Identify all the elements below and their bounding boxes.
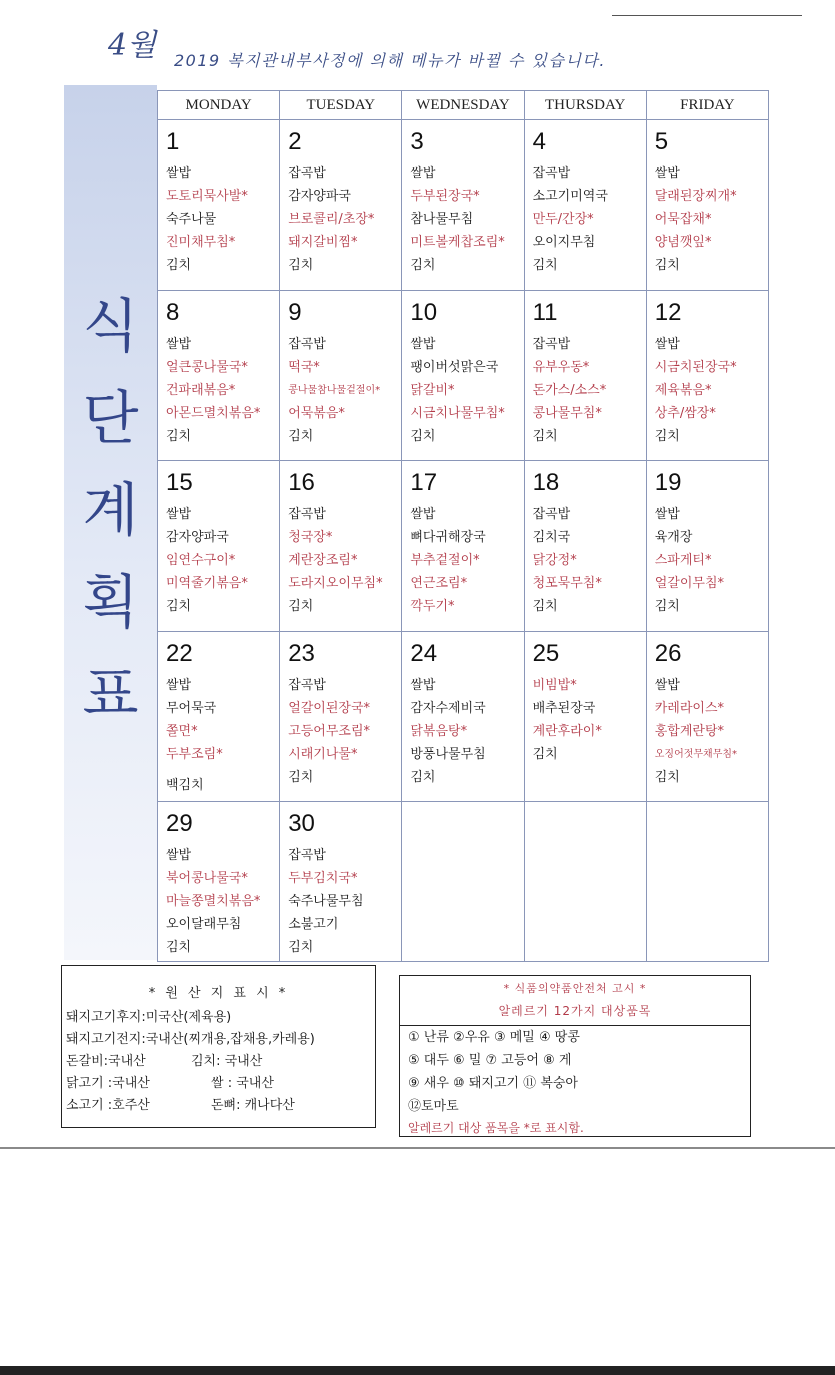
menu-item: 두부된장국* (410, 189, 480, 204)
vertical-title-char: 표 (82, 660, 139, 728)
menu-item: 돈가스/소스* (532, 382, 607, 398)
calendar-day-cell (402, 290, 524, 461)
vertical-title (64, 280, 157, 740)
menu-item: 쌀밥 (166, 336, 192, 352)
day-number: 1 (166, 128, 180, 155)
menu-item: 감자양파국 (166, 530, 229, 546)
menu-item: 김치 (288, 769, 314, 785)
menu-item: 김치 (166, 428, 192, 444)
calendar-day-cell (280, 120, 402, 291)
menu-item: 청포묵무침* (532, 576, 602, 592)
menu-item: 시금치나물무침* (410, 405, 505, 421)
menu-item: 잡곡밥 (288, 848, 326, 864)
menu-item: 상추/쌈장* (654, 405, 716, 421)
weekday-header-row (158, 91, 769, 120)
allergy-list-line: ⑤ 대두 ⑥ 밀 ⑦ 고등어 ⑧ 게 (408, 1053, 572, 1068)
menu-item: 김치 (166, 258, 192, 273)
menu-item: 소고기미역국 (532, 189, 608, 204)
menu-item: 참나물무침 (410, 212, 474, 227)
calendar-day-cell (646, 802, 768, 962)
menu-item: 쌀밥 (654, 507, 680, 523)
day-number: 23 (288, 639, 315, 667)
menu-item: 잡곡밥 (288, 166, 326, 181)
origin-text: 소고기 :호주산 (66, 1098, 150, 1113)
origin-line (66, 1029, 375, 1051)
origin-text: 김치: 국내산 (191, 1054, 263, 1069)
day-number: 16 (288, 469, 315, 497)
menu-item: 양념깻잎* (654, 235, 712, 250)
menu-item: 쌀밥 (166, 507, 192, 523)
menu-item: 만두/간장* (532, 212, 594, 227)
menu-item: 비빔밥* (532, 677, 577, 693)
menu-item: 진미채무침* (166, 235, 236, 250)
calendar-day-cell (646, 120, 768, 291)
meal-calendar (157, 90, 769, 962)
menu-item: 도토리묵사발* (166, 189, 248, 204)
menu-item: 김치 (288, 599, 314, 615)
allergy-notice-subtitle: 알레르기 12가지 대상품목 (498, 1004, 652, 1018)
menu-item: 김치 (410, 769, 436, 785)
menu-item: 콩나물무침* (532, 405, 602, 421)
calendar-day-cell (646, 461, 768, 632)
menu-item: 돼지갈비찜* (288, 235, 358, 250)
menu-change-notice: 2019 복지관내부사정에 의해 메뉴가 바뀔 수 있습니다. (174, 51, 606, 70)
calendar-day-cell (402, 461, 524, 632)
calendar-week-row (158, 120, 769, 291)
calendar-week-row (158, 802, 769, 962)
menu-item: 쌀밥 (410, 166, 436, 181)
day-number: 15 (166, 469, 193, 497)
calendar-week-row (158, 631, 769, 802)
menu-item: 제육볶음* (654, 382, 712, 398)
menu-item: 마늘쫑멸치볶음* (166, 894, 261, 910)
calendar-day-cell (646, 631, 768, 802)
day-number: 5 (654, 128, 669, 155)
menu-item: 숙주나물 (166, 212, 217, 227)
allergy-list-line: ⑫토마토 (408, 1099, 459, 1114)
day-number: 9 (288, 298, 302, 326)
menu-item: 쌀밥 (410, 677, 436, 693)
weekday-header: MONDAY (158, 91, 280, 120)
calendar-day-cell (524, 120, 646, 291)
calendar-day-cell (280, 290, 402, 461)
menu-item: 쌀밥 (166, 677, 192, 693)
day-number: 19 (654, 469, 682, 497)
menu-item: 도라지오이무침* (288, 576, 383, 592)
menu-item: 미트볼케찹조림* (410, 235, 505, 250)
menu-item: 방풍나물무침 (410, 746, 486, 762)
allergy-list-line: ⑨ 새우 ⑩ 돼지고기 ⑪ 복숭아 (408, 1076, 578, 1091)
day-number: 24 (410, 639, 438, 667)
calendar-day-cell (158, 120, 280, 291)
origin-line (66, 1073, 375, 1095)
menu-item: 숙주나물무침 (288, 894, 364, 910)
bottom-rule (0, 1147, 835, 1149)
menu-item: 북어콩나물국* (166, 871, 248, 887)
menu-item: 김치 (654, 428, 680, 444)
day-number: 17 (410, 469, 438, 497)
origin-box (61, 965, 376, 1128)
allergy-notice-box (399, 975, 751, 1137)
menu-item: 쌀밥 (166, 166, 192, 181)
menu-item: 미역줄기볶음* (166, 576, 248, 592)
menu-item: 오이지무침 (532, 235, 596, 250)
menu-item: 닭갈비* (410, 382, 455, 398)
calendar-day-cell (402, 631, 524, 802)
menu-item: 청국장* (288, 530, 333, 546)
page-header (108, 20, 808, 70)
origin-text: 돼지고기전지:국내산(찌개용,잡채용,카레용) (66, 1032, 315, 1047)
menu-item: 달래된장찌개* (654, 189, 737, 204)
day-number: 29 (166, 810, 193, 838)
menu-item: 계란장조림* (288, 553, 358, 569)
menu-item: 쌀밥 (410, 336, 436, 352)
menu-item: 쌀밥 (654, 677, 680, 693)
menu-item: 연근조림* (410, 576, 468, 592)
vertical-title-char: 식 (82, 292, 139, 360)
menu-item: 김치 (532, 599, 558, 615)
day-number: 10 (410, 298, 438, 326)
menu-item: 감자양파국 (288, 189, 351, 204)
day-number: 8 (166, 298, 180, 326)
menu-item: 브로콜리/초장* (288, 212, 375, 227)
menu-item: 시금치된장국* (654, 359, 737, 375)
menu-item: 아몬드멸치볶음* (166, 405, 261, 421)
menu-item: 오이달래무침 (166, 917, 242, 933)
vertical-title-panel (64, 85, 157, 960)
menu-item: 떡국* (288, 359, 320, 375)
menu-item: 카레라이스* (654, 700, 725, 716)
calendar-day-cell (158, 461, 280, 632)
menu-item: 김치국 (532, 530, 571, 546)
calendar-day-cell (524, 461, 646, 632)
calendar-day-cell (524, 290, 646, 461)
menu-item: 콩나물참나물겉절이* (288, 384, 381, 396)
menu-item: 김치 (410, 258, 436, 273)
day-number: 3 (410, 128, 424, 155)
menu-item: 쌀밥 (166, 848, 192, 864)
menu-item: 쌀밥 (410, 507, 436, 523)
menu-item: 잡곡밥 (532, 507, 571, 523)
menu-item: 소불고기 (288, 917, 339, 933)
menu-item: 김치 (532, 746, 558, 762)
menu-item: 김치 (288, 258, 314, 273)
calendar-day-cell (646, 290, 768, 461)
day-number: 30 (288, 810, 315, 838)
menu-item: 임연수구이* (166, 553, 236, 569)
menu-item: 무어묵국 (166, 700, 217, 716)
calendar-day-cell (158, 290, 280, 461)
day-number: 26 (654, 639, 682, 667)
menu-item: 김치 (654, 599, 680, 615)
allergy-mark-note: 알레르기 대상 품목을 *로 표시함. (408, 1121, 584, 1135)
calendar-day-cell (524, 802, 646, 962)
menu-item: 어묵볶음* (288, 405, 345, 421)
menu-item: 쌀밥 (654, 336, 680, 352)
day-number: 25 (532, 639, 560, 667)
calendar-day-cell (158, 802, 280, 962)
menu-item: 부추겉절이* (410, 553, 480, 569)
calendar-day-cell (158, 631, 280, 802)
menu-item: 닭볶음탕* (410, 723, 468, 739)
menu-item: 김치 (166, 940, 192, 956)
weekday-header: WEDNESDAY (402, 91, 524, 120)
origin-line (66, 1051, 375, 1073)
menu-item: 계란후라이* (532, 723, 602, 739)
menu-item: 잡곡밥 (288, 507, 326, 523)
allergy-list-line: ① 난류 ②우유 ③ 메밀 ④ 땅콩 (408, 1030, 580, 1045)
calendar-week-row (158, 461, 769, 632)
menu-item: 쌀밥 (654, 166, 680, 181)
menu-item: 김치 (532, 428, 558, 444)
menu-item: 잡곡밥 (532, 166, 571, 181)
menu-item: 잡곡밥 (288, 336, 326, 352)
bottom-scan-bar (0, 1366, 835, 1375)
calendar-day-cell (280, 631, 402, 802)
menu-item: 시래기나물* (288, 746, 358, 762)
origin-line (66, 1095, 375, 1117)
weekday-header: TUESDAY (280, 91, 402, 120)
menu-item: 백김치 (166, 777, 204, 793)
menu-item: 김치 (654, 769, 680, 785)
origin-text: 쌀 : 국내산 (211, 1076, 274, 1091)
calendar-week-row (158, 290, 769, 461)
day-number: 4 (532, 128, 546, 155)
calendar-day-cell (402, 120, 524, 291)
calendar-day-cell (524, 631, 646, 802)
origin-text: 닭고기 :국내산 (66, 1076, 150, 1091)
menu-item: 유부우동* (532, 359, 590, 375)
menu-item: 잡곡밥 (532, 336, 571, 352)
menu-item: 어묵잡채* (654, 212, 712, 227)
menu-item: 고등어무조림* (288, 723, 371, 739)
top-rule (612, 15, 802, 16)
menu-item: 오징어젓무채무침* (654, 748, 738, 760)
menu-item: 두부김치국* (288, 871, 358, 887)
month-label: 4월 (108, 28, 157, 63)
menu-item: 홍합계란탕* (654, 723, 725, 739)
weekday-header: FRIDAY (646, 91, 768, 120)
origin-text: 돈뼈: 캐나다산 (211, 1098, 295, 1113)
menu-item: 건파래볶음* (166, 382, 236, 398)
origin-line (66, 1007, 375, 1029)
menu-item: 얼큰콩나물국* (166, 359, 248, 375)
calendar-day-cell (280, 461, 402, 632)
day-number: 11 (532, 298, 558, 326)
menu-item: 깍두기* (410, 599, 455, 615)
day-number: 22 (166, 639, 193, 667)
menu-item: 김치 (654, 258, 680, 273)
menu-item: 김치 (532, 258, 558, 273)
vertical-title-char: 단 (82, 384, 139, 452)
menu-item: 얼갈이된장국* (288, 700, 371, 716)
vertical-title-char: 획 (82, 568, 139, 636)
menu-item: 팽이버섯맑은국 (410, 359, 499, 375)
origin-title: * 원 산 지 표 시 * (148, 986, 289, 1001)
menu-item: 뼈다귀해장국 (410, 530, 486, 546)
day-number: 12 (654, 298, 682, 326)
day-number: 2 (288, 128, 302, 155)
menu-item: 김치 (410, 428, 436, 444)
origin-text: 돼지고기후지:미국산(제육용) (66, 1010, 232, 1025)
calendar-day-cell (280, 802, 402, 962)
menu-item: 쫄면* (166, 723, 198, 739)
menu-item: 김치 (288, 428, 314, 444)
origin-text: 돈갈비:국내산 (66, 1054, 146, 1069)
menu-item: 잡곡밥 (288, 677, 326, 693)
menu-item: 배추된장국 (532, 700, 596, 716)
weekday-header: THURSDAY (524, 91, 646, 120)
vertical-title-char: 계 (82, 476, 139, 544)
menu-item: 감자수제비국 (410, 700, 486, 716)
menu-item: 두부조림* (166, 746, 223, 762)
menu-item: 김치 (288, 940, 314, 956)
allergy-notice-title: * 식품의약품안전처 고시 * (503, 982, 647, 995)
menu-item: 김치 (166, 599, 192, 615)
menu-item: 얼갈이무침* (654, 576, 725, 592)
menu-item: 육개장 (654, 530, 693, 546)
calendar-day-cell (402, 802, 524, 962)
menu-item: 닭강정* (532, 553, 577, 569)
day-number: 18 (532, 469, 560, 497)
menu-item: 스파게티* (654, 553, 712, 569)
